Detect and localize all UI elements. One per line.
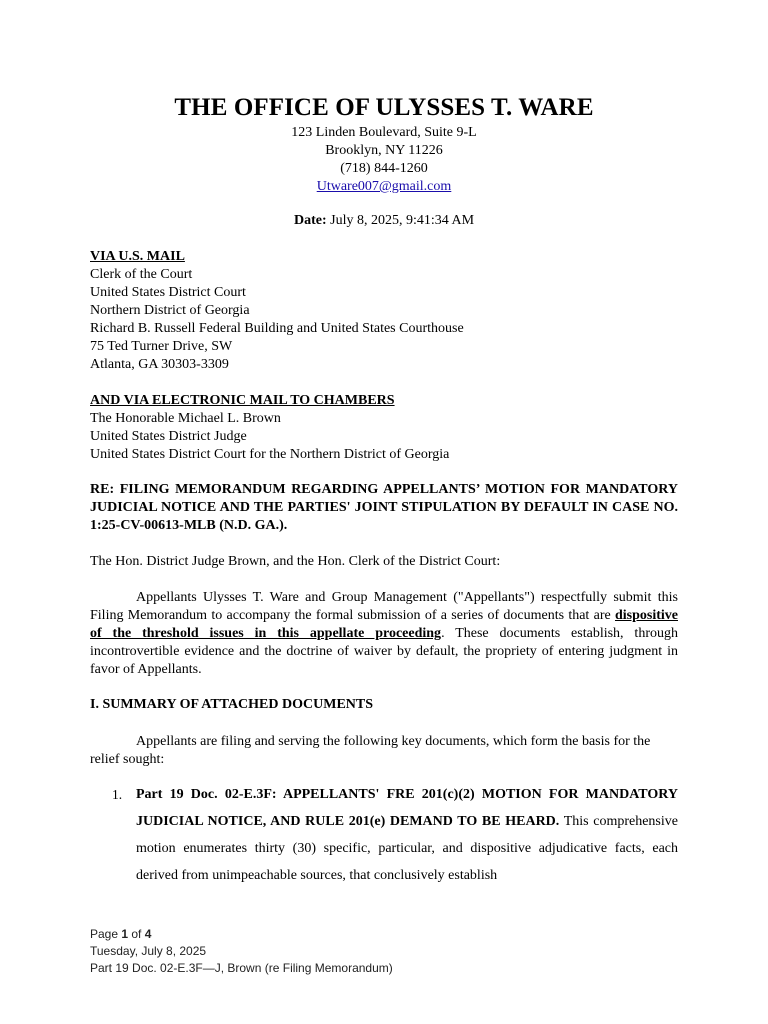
page-footer: [90, 926, 393, 977]
via-email-line: United States District Court for the Northern District of Georgia: [90, 447, 450, 462]
page-number: Page 1 of 4: [90, 927, 152, 941]
letter-date: [0, 212, 768, 230]
via-email-line: The Honorable Michael L. Brown: [90, 411, 281, 426]
letterhead-email-link[interactable]: Utware007@gmail.com: [316, 179, 452, 194]
salutation: The Hon. District Judge Brown, and the Hon. Clerk of the District Court:: [90, 554, 501, 569]
letterhead-address-line2: Brooklyn, NY 11226: [325, 143, 443, 158]
via-mail-line: 75 Ted Turner Drive, SW: [90, 339, 233, 354]
via-mail-line: Northern District of Georgia: [90, 303, 250, 318]
footer-doc-ref: Part 19 Doc. 02-E.3F—J, Brown (re Filing Memorandum): [90, 961, 393, 975]
via-email-line: United States District Judge: [90, 429, 247, 444]
via-mail-heading: VIA U.S. MAIL: [90, 249, 185, 264]
via-email-block: [90, 392, 678, 464]
date-value: July 8, 2025, 9:41:34 AM: [330, 213, 475, 228]
section-heading: I. SUMMARY OF ATTACHED DOCUMENTS: [90, 697, 374, 712]
section-intro: Appellants are filing and serving the following key documents, which form the basis for the relief sought:: [90, 734, 651, 767]
footer-date: Tuesday, July 8, 2025: [90, 944, 207, 958]
letterhead: [0, 92, 768, 196]
intro-emphasis: dispositive of the threshold issues in this appellate proceeding: [90, 608, 678, 641]
letterhead-address-line1: 123 Linden Boulevard, Suite 9-L: [291, 125, 477, 140]
via-mail-line: Atlanta, GA 30303-3309: [90, 357, 229, 372]
via-email-heading: AND VIA ELECTRONIC MAIL TO CHAMBERS: [90, 393, 395, 408]
list-item-text: This comprehensive motion enumerates thirty (30) specific, particular, and dispositive adjudicative facts, each derived from unimpeachable sources, that conclusively establish: [136, 814, 678, 883]
intro-text-part1: Appellants Ulysses T. Ware and Group Management ("Appellants") respectfully submit this Filing Memorandum to accompany the formal submission of a series of documents that are: [90, 590, 678, 623]
list-item-number: 1.: [112, 787, 123, 802]
via-mail-block: [90, 248, 678, 374]
via-mail-line: United States District Court: [90, 285, 246, 300]
re-line: RE: FILING MEMORANDUM REGARDING APPELLANTS’ MOTION FOR MANDATORY JUDICIAL NOTICE AND THE PARTIES' JOINT STIPULATION BY DEFAULT IN CASE NO. 1:25-CV-00613-MLB (N.D. GA.).: [90, 482, 678, 533]
letterhead-title: THE OFFICE OF ULYSSES T. WARE: [174, 94, 594, 121]
date-label: Date:: [293, 213, 327, 228]
letterhead-phone: (718) 844-1260: [340, 161, 428, 176]
via-mail-line: Clerk of the Court: [90, 267, 193, 282]
list-item-bold-title: Part 19 Doc. 02-E.3F: APPELLANTS' FRE 201(c)(2) MOTION FOR MANDATORY JUDICIAL NOTICE, AND RULE 201(e) DEMAND TO BE HEARD.: [136, 787, 678, 829]
intro-text-part2: . These documents establish, through incontrovertible evidence and the doctrine of waiver by default, the propriety of entering judgment in favor of Appellants.: [90, 626, 678, 677]
list-item: [136, 781, 678, 889]
intro-paragraph: [90, 589, 678, 679]
via-mail-line: Richard B. Russell Federal Building and United States Courthouse: [90, 321, 464, 336]
